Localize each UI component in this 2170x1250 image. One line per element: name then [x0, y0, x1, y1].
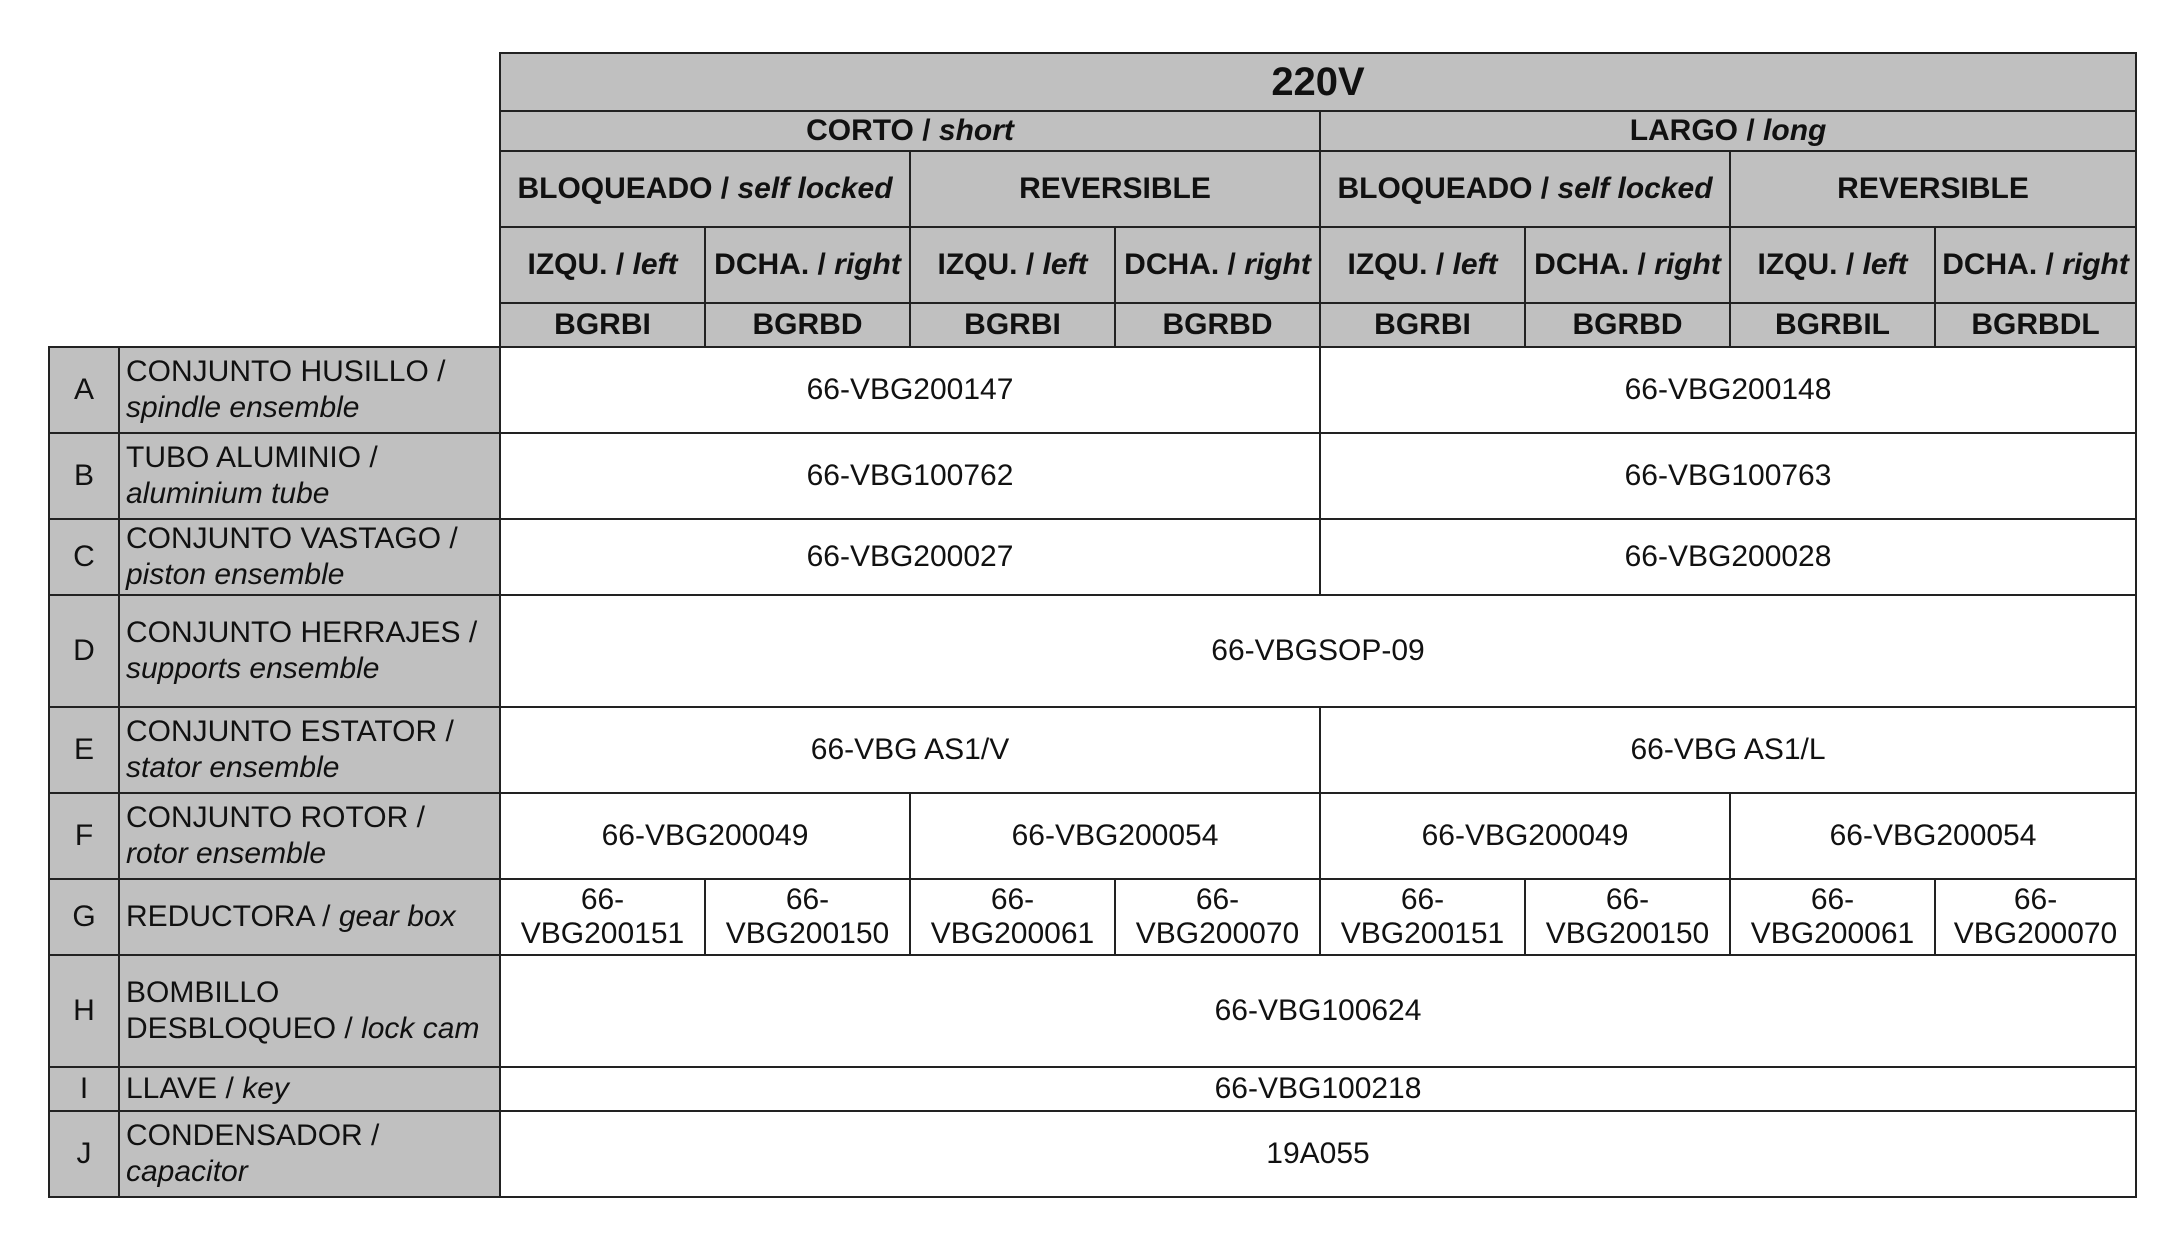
row-letter-text: G [72, 900, 96, 933]
part-number: 66-VBG200151 [520, 883, 685, 950]
part-number-cell [500, 433, 1320, 519]
description-en: supports ensemble [126, 652, 380, 685]
side-en: left [632, 248, 678, 281]
description-es: CONJUNTO VASTAGO [126, 522, 442, 555]
lock-en: self locked [737, 172, 893, 205]
parts-table [48, 52, 2137, 1198]
part-number: 66-VBGSOP-09 [1211, 634, 1425, 667]
row-description: TUBO ALUMINIO / aluminium tube [119, 433, 500, 519]
part-number-cell [500, 347, 1320, 433]
side-en: right [2062, 248, 2129, 281]
row-letter [49, 793, 119, 879]
part-number: 66-VBG AS1/V [810, 733, 1010, 766]
description-en: rotor ensemble [126, 837, 327, 870]
side-header: DCHA. / right [1115, 227, 1320, 303]
part-number-cell [705, 879, 910, 955]
side-header: DCHA. / right [705, 227, 910, 303]
row-description: CONJUNTO VASTAGO / piston ensemble [119, 519, 500, 595]
part-number-cell [910, 793, 1320, 879]
row-letter [49, 347, 119, 433]
part-number-cell [500, 1067, 2136, 1111]
side-en: right [834, 248, 901, 281]
length-group-header: CORTO / short [500, 111, 1320, 151]
part-number: 66-VBG200028 [1624, 540, 1832, 573]
model-code-header [1320, 303, 1525, 347]
model-code-header [1525, 303, 1730, 347]
part-number: 66-VBG100218 [1214, 1072, 1422, 1105]
row-letter-text: J [76, 1137, 92, 1170]
table-row [49, 1067, 2136, 1111]
length-es: CORTO [806, 114, 914, 147]
model-code: BGRBD [1162, 308, 1273, 341]
part-number: 66-VBG200148 [1624, 373, 1832, 406]
part-number-cell [1320, 879, 1525, 955]
part-number: 66-VBG200147 [806, 373, 1014, 406]
model-code: BGRBDL [1971, 308, 2100, 341]
side-en: left [1452, 248, 1498, 281]
part-number: 66-VBG200150 [1545, 883, 1710, 950]
part-number-cell [1320, 347, 2136, 433]
table-row [49, 707, 2136, 793]
side-es: IZQU. [1757, 248, 1838, 281]
table-body [49, 53, 2136, 1197]
side-es: DCHA. [714, 248, 810, 281]
part-number: 66-VBG200054 [1829, 819, 2037, 852]
table-row [49, 879, 2136, 955]
description-en: gear box [338, 900, 456, 933]
description-es: CONJUNTO ESTATOR [126, 715, 438, 748]
row-letter [49, 955, 119, 1067]
row-letter [49, 707, 119, 793]
lock-type-header: BLOQUEADO / self locked [1320, 151, 1730, 227]
description-es: CONJUNTO HERRAJES [126, 616, 461, 649]
row-letter-text: H [73, 994, 95, 1027]
side-header: IZQU. / left [910, 227, 1115, 303]
voltage-label: 220V [1271, 60, 1365, 104]
side-es: IZQU. [1347, 248, 1428, 281]
description-es: REDUCTORA [126, 900, 314, 933]
part-number: 66-VBG200049 [1421, 819, 1629, 852]
table-row [49, 595, 2136, 707]
row-description: CONJUNTO ROTOR / rotor ensemble [119, 793, 500, 879]
row-description: CONJUNTO HERRAJES / supports ensemble [119, 595, 500, 707]
description-es: CONJUNTO HUSILLO [126, 355, 429, 388]
row-description: REDUCTORA / gear box [119, 879, 500, 955]
side-en: left [1042, 248, 1088, 281]
description-es: CONDENSADOR [126, 1119, 363, 1152]
row-letter [49, 595, 119, 707]
row-letter-text: E [73, 733, 94, 766]
model-code: BGRBD [752, 308, 863, 341]
part-number-cell [1115, 879, 1320, 955]
row-letter-text: F [74, 819, 94, 852]
lock-es: REVERSIBLE [1837, 172, 2029, 205]
part-number: 66-VBG200027 [806, 540, 1014, 573]
side-header: IZQU. / left [500, 227, 705, 303]
lock-es: BLOQUEADO [1337, 172, 1533, 205]
row-description: CONJUNTO ESTATOR / stator ensemble [119, 707, 500, 793]
lock-type-header [1730, 151, 2136, 227]
side-header: IZQU. / left [1320, 227, 1525, 303]
description-en: piston ensemble [126, 558, 345, 591]
model-code: BGRBD [1572, 308, 1683, 341]
side-es: DCHA. [1942, 248, 2038, 281]
header-voltage-row [49, 53, 2136, 111]
table-row [49, 793, 2136, 879]
row-letter-text: I [79, 1072, 89, 1105]
model-code-header [705, 303, 910, 347]
side-es: IZQU. [937, 248, 1018, 281]
part-number-cell [500, 793, 910, 879]
part-number-cell [910, 879, 1115, 955]
description-en: lock cam [361, 1012, 480, 1045]
part-number-cell [500, 1111, 2136, 1197]
part-number-cell [1320, 707, 2136, 793]
part-number: 66-VBG200061 [1750, 883, 1915, 950]
model-code-header [1935, 303, 2136, 347]
description-en: stator ensemble [126, 751, 340, 784]
blank-corner [49, 53, 500, 347]
row-letter-text: A [73, 373, 94, 406]
lock-es: REVERSIBLE [1019, 172, 1211, 205]
description-es: CONJUNTO ROTOR [126, 801, 409, 834]
row-description: LLAVE / key [119, 1067, 500, 1111]
model-code-header [910, 303, 1115, 347]
part-number: 66-VBG200150 [725, 883, 890, 950]
part-number-cell [500, 879, 705, 955]
model-code: BGRBI [1374, 308, 1471, 341]
lock-en: self locked [1557, 172, 1713, 205]
table-row [49, 433, 2136, 519]
side-es: DCHA. [1124, 248, 1220, 281]
side-en: left [1862, 248, 1908, 281]
part-number: 66-VBG100624 [1214, 994, 1422, 1027]
part-number-cell [1730, 793, 2136, 879]
table-row [49, 519, 2136, 595]
side-header: IZQU. / left [1730, 227, 1935, 303]
part-number-cell [500, 955, 2136, 1067]
part-number: 66-VBG200061 [930, 883, 1095, 950]
description-es: TUBO ALUMINIO [126, 441, 362, 474]
part-number: 66-VBG200054 [1011, 819, 1219, 852]
part-number-cell [1935, 879, 2136, 955]
model-code: BGRBI [554, 308, 651, 341]
row-letter [49, 519, 119, 595]
part-number-cell [1525, 879, 1730, 955]
part-number-cell [500, 519, 1320, 595]
description-en: key [242, 1072, 289, 1105]
table-row [49, 955, 2136, 1067]
table-row [49, 347, 2136, 433]
part-number: 66-VBG100762 [806, 459, 1014, 492]
model-code-header [1115, 303, 1320, 347]
row-description: CONDENSADOR / capacitor [119, 1111, 500, 1197]
part-number-cell [1320, 793, 1730, 879]
description-es: LLAVE [126, 1072, 218, 1105]
side-header: DCHA. / right [1525, 227, 1730, 303]
description-es: BOMBILLO DESBLOQUEO [126, 976, 337, 1045]
side-en: right [1244, 248, 1311, 281]
part-number-cell [1730, 879, 1935, 955]
part-number: 66-VBG200070 [1953, 883, 2118, 950]
voltage-header [500, 53, 2136, 111]
model-code: BGRBI [964, 308, 1061, 341]
part-number-cell [1320, 519, 2136, 595]
part-number: 66-VBG200151 [1340, 883, 1505, 950]
description-en: spindle ensemble [126, 391, 360, 424]
part-number-cell [500, 595, 2136, 707]
description-en: capacitor [126, 1155, 248, 1188]
model-code: BGRBIL [1775, 308, 1890, 341]
lock-type-header [910, 151, 1320, 227]
part-number: 66-VBG AS1/L [1630, 733, 1826, 766]
part-number: 66-VBG200070 [1135, 883, 1300, 950]
table-row [49, 1111, 2136, 1197]
lock-es: BLOQUEADO [517, 172, 713, 205]
row-letter-text: B [73, 459, 94, 492]
side-en: right [1654, 248, 1721, 281]
row-letter [49, 1067, 119, 1111]
row-description: CONJUNTO HUSILLO / spindle ensemble [119, 347, 500, 433]
side-header: DCHA. / right [1935, 227, 2136, 303]
part-number-cell [1320, 433, 2136, 519]
row-letter-text: C [73, 540, 95, 573]
side-es: IZQU. [527, 248, 608, 281]
part-number-cell [500, 707, 1320, 793]
row-letter-text: D [73, 634, 95, 667]
part-number: 66-VBG100763 [1624, 459, 1832, 492]
length-group-header: LARGO / long [1320, 111, 2136, 151]
description-en: aluminium tube [126, 477, 330, 510]
model-code-header [500, 303, 705, 347]
lock-type-header: BLOQUEADO / self locked [500, 151, 910, 227]
length-en: short [938, 114, 1014, 147]
length-en: long [1763, 114, 1827, 147]
row-letter [49, 433, 119, 519]
row-letter [49, 1111, 119, 1197]
part-number: 66-VBG200049 [601, 819, 809, 852]
part-number: 19A055 [1266, 1137, 1370, 1170]
length-es: LARGO [1629, 114, 1739, 147]
row-letter [49, 879, 119, 955]
side-es: DCHA. [1534, 248, 1630, 281]
model-code-header [1730, 303, 1935, 347]
row-description: BOMBILLO DESBLOQUEO / lock cam [119, 955, 500, 1067]
